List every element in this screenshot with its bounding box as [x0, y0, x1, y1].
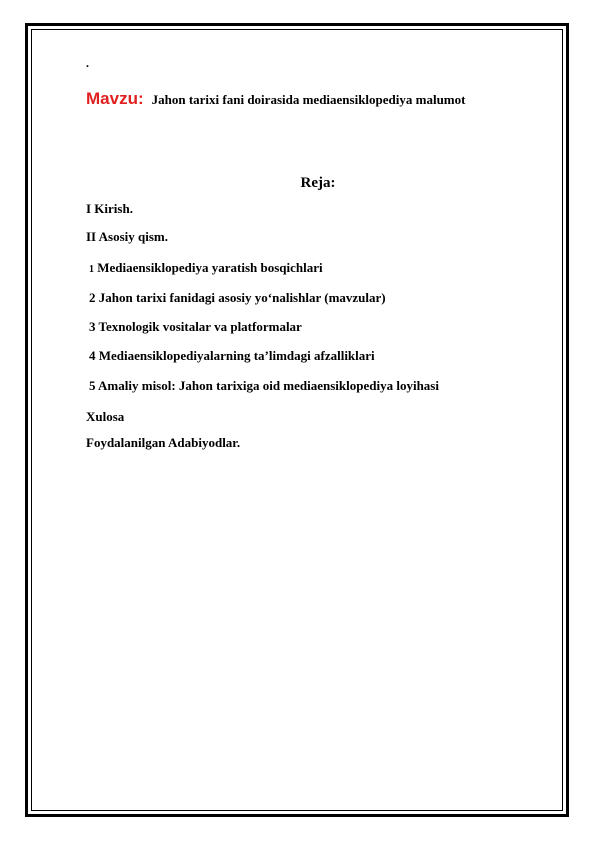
plan-subitem: [89, 319, 302, 335]
plan-item-references: Foydalanilgan Adabiyodlar.: [86, 435, 241, 450]
topic-title: Jahon tarixi fani doirasida mediaensiklopediya malumot: [151, 92, 466, 107]
plan-subitem-text: Texnologik vositalar va platformalar: [98, 319, 302, 334]
plan-subitem-number: 1: [89, 264, 94, 275]
plan-item-conclusion: Xulosa: [86, 409, 125, 424]
plan-subitem-number: 4: [89, 348, 96, 363]
plan-subitem-number: 3: [89, 319, 96, 334]
plan-heading: Reja:: [300, 175, 336, 191]
stray-dot: .: [86, 56, 89, 70]
plan-item-intro: I Kirish.: [86, 201, 133, 216]
plan-subitem-number: 5: [89, 378, 96, 393]
topic-line: [86, 89, 465, 110]
plan-subitem-number: 2: [89, 290, 96, 305]
plan-subitem: [89, 348, 375, 364]
plan-subitem-text: Mediaensiklopediyalarning ta’limdagi afzalliklari: [98, 348, 375, 363]
plan-subitem-text: Amaliy misol: Jahon tarixiga oid mediaensiklopediya loyihasi: [98, 378, 439, 393]
plan-subitem-text: Jahon tarixi fanidagi asosiy yo‘nalishlar (mavzular): [98, 290, 386, 305]
plan-subitem-text: Mediaensiklopediya yaratish bosqichlari: [97, 260, 323, 275]
plan-subitem: [89, 290, 386, 306]
plan-subitem: [89, 378, 439, 394]
topic-label: Mavzu:: [86, 89, 144, 108]
plan-item-main-part: II Asosiy qism.: [86, 229, 168, 244]
plan-subitem: [89, 260, 323, 278]
